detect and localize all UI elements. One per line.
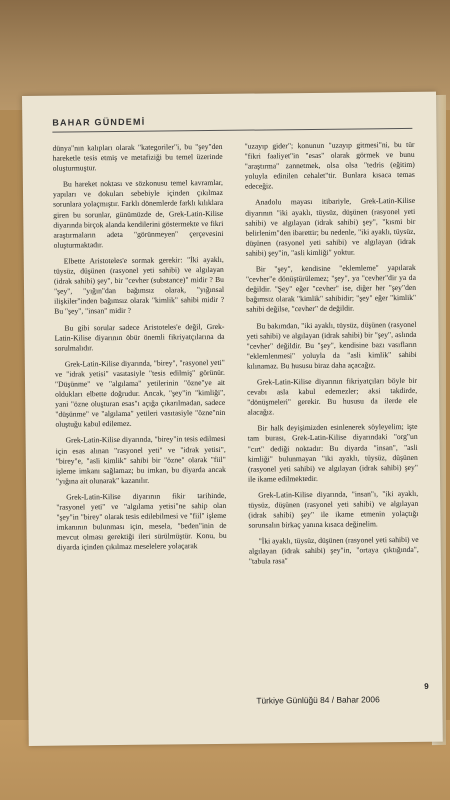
paragraph: Grek-Latin-Kilise diyarında, "birey"in tesis edilmesi için esas alınan "rasyonel yeti" ve "idrak yetisi", "birey"e, "asli kimlik" sahibi bir "özne" olarak "fiil" işleme imkanı sağlamaz; bu imkan, bu diyarda ancak "yığına ait olunarak" kazanılır. bbox=[55, 434, 226, 486]
paragraph: Bir "şey", kendisine "eklemleme" yapılarak "cevher"e dönüştürülemez; "şey", ya "cevher"dir ya da değildir. "Şey" eğer "cevher" ise, diğer her "şey"den bağımsız olarak "kimlik" sahibidir; "şey" eğer "kimlik" sahibi değilse, "cevher" de değildir. bbox=[245, 262, 417, 315]
header-rule bbox=[52, 128, 412, 133]
right-column bbox=[244, 140, 419, 573]
paragraph: "İki ayaklı, tüysüz, düşünen (rasyonel yeti sahibi) ve algılayan (idrak sahibi) şey"in, "ortaya çıktığında", "tabula rasa" bbox=[248, 535, 419, 567]
paragraph: Bu hareket noktası ve sözkonusu temel kavramlar, yapıları ve dokuları sebebiyle içinden çıkılmaz sorunlara yolaçmıştır. Farklı dönemlerde farklı kılıklara giren bu sorunlar, günümüzde de, Grek-Latin-Kilise diyarında birçok alanda kendilerini göstermekte ve fikri araştırmaların adeta "görünmeyen" çerçevesini oluşturmaktadır. bbox=[52, 178, 224, 250]
paragraph: Grek-Latin-Kilise diyarında, "birey", "rasyonel yeti" ve "idrak yetisi" vasıtasiyle "tesis edilmiş" görünür. "Düşünme" ve "algılama" yetilerinin "özne"ye ait oldukları elbette doğrudur. Ancak, "şey"in "kimliği", yani "özne oluşturan esas"ı açığa çıkarılmadan, sadece "düşünme" ve "algılama" yetileri vasıtasiyle "özne"nin oluştuğu kabul edilemez. bbox=[54, 357, 226, 430]
paragraph: Grek-Latin-Kilise diyarında, "insan"ı, "iki ayaklı, tüysüz, düşünen (rasyonel yeti sahibi) ve algılayan (idrak sahibi) şey" ile ikame etmenin yolaçtığı sorunsalın birkaç yanına kısaca değinelim. bbox=[248, 488, 419, 530]
magazine-page bbox=[22, 92, 443, 746]
paragraph: Grek-Latin-Kilise diyarının fikriyatçıları böyle bir cevabı asla kabul edemezler; aksi takdirde, "dönüşmeleri" gerekir. Bu hususu da ilerde ele alacağız. bbox=[247, 375, 418, 417]
paragraph: Bu bakımdan, "iki ayaklı, tüysüz, düşünen (rasyonel yeti sahibi) ve algılayan (idrak sahibi) bir "şey", aslında "cevher" değildir. Bu "şey", kendisine bazı vasıfların "eklemlenmesi" yoluyla da "asli kimlik" sahibi kılınamaz. Bu hususu biraz daha açacağız. bbox=[246, 319, 417, 371]
journal-footer: Türkiye Günlüğü 84 / Bahar 2006 bbox=[256, 694, 380, 706]
page-number: 9 bbox=[424, 681, 429, 691]
section-header: BAHAR GÜNDEMİ bbox=[52, 116, 146, 128]
paragraph: Elbette Aristoteles'e sormak gerekir: "İki ayaklı, tüysüz, düşünen (rasyonel yeti sahibi) ve algılayan (idrak sahibi) şey", bir "cevher (substance)" midir ? Bu "şey", "yığın"dan bağımsız olarak, "yığınsal ilişkiler"inden bağımsız olarak "kimlik" sahibi midir ? Bu "şey", "insan" midir ? bbox=[53, 254, 225, 317]
paragraph: Bir halk deyişimizden esinlenerek söyleyelim; işte tam burası, Grek-Latin-Kilise diyarındaki "org"un "cırt" dediği noktadır: Bu diyarda "insan", "asli kimliği" bulunmayan "iki ayaklı, tüysüz, düşünen (rasyonel yeti sahibi) ve algılayan (idrak sahibi) şey" ile ikame edilmektedir. bbox=[247, 422, 418, 484]
paragraph: Bu gibi sorular sadece Aristoteles'e değil, Grek-Latin-Kilise diyarının öbür önemli fikriyatçılarına da sorulmalıdır. bbox=[54, 321, 225, 353]
paragraph: Anadolu mayası itibariyle, Grek-Latin-Kilise diyarının "iki ayaklı, tüysüz, düşünen (rasyonel yeti sahibi) ve algılayan (idrak sahibi) şey", "kısmi bir belirlenim"den ibarettir; bu nedenle, "iki ayaklı, tüysüz, düşünen (rasyonel yeti sahibi) ve algılayan (idrak sahibi) şey"in, "asli kimliği" yoktur. bbox=[245, 196, 416, 258]
paragraph: "uzayıp gider"; konunun "uzayıp gitmesi"ni, bu tür "fikri faaliyet"in "esas" olarak görmek ve bunu "araştırma" zannetmek, olsa olsa "tedris (eğitim) yoluyla edinilen cehalet"tir. Bunlara kısaca temas edeceğiz. bbox=[244, 139, 415, 192]
paragraph: dünya"nın kalıpları olarak "kategoriler"i, bu "şey"den hareketle tesis etmiş ve metafiziği bu temel üzerinde oluşturmuştur. bbox=[52, 141, 223, 173]
paragraph: Grek-Latin-Kilise diyarının fikir tarihinde, "rasyonel yeti" ve "algılama yetisi"ne sahip olan "şey"in "birey" olarak tesis edilebilmesi ve "fiil" işleme imkanının bulunması için, mesela, "beden"inin de mevcut olması gerektiği ileri sürülmüştür. Konu, bu diyarda içinden çıkılmaz meselelere yolaçarak bbox=[56, 490, 227, 553]
left-column bbox=[53, 142, 227, 559]
